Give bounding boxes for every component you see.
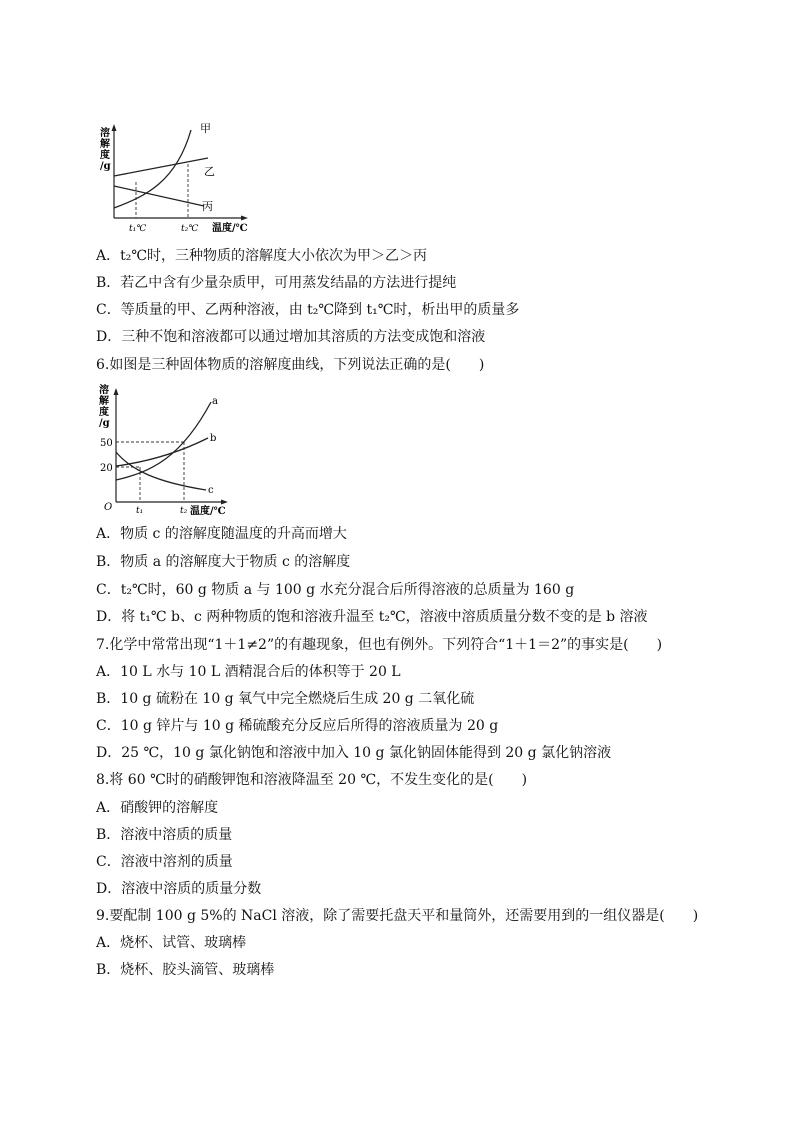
y-axis-arrow	[112, 124, 117, 131]
curve-label-yi: 乙	[204, 165, 215, 178]
y-axis-label-char: 解	[100, 139, 110, 150]
q5-option-c: C．等质量的甲、乙两种溶液，由 t₂℃降到 t₁℃时，析出甲的质量多	[96, 302, 520, 318]
tick-t1: t₁℃	[129, 224, 147, 234]
x-axis-arrow	[221, 500, 228, 505]
curve-label-a: a	[212, 396, 218, 407]
q6-option-a: A．物质 c 的溶解度随温度的升高而增大	[96, 526, 347, 542]
solubility-figure-1	[96, 118, 256, 240]
tick-t2: t₂℃	[181, 224, 199, 234]
y-axis-label-char: 解	[99, 396, 109, 407]
q6-option-c: C．t₂℃时，60 g 物质 a 与 100 g 水充分混合后所得溶液的总质量为 160 g	[96, 582, 575, 598]
x-axis-arrow	[241, 216, 248, 221]
q5-option-a: A．t₂℃时，三种物质的溶解度大小依次为甲＞乙＞丙	[96, 248, 428, 264]
q9-stem: 9.要配制 100 g 5%的 NaCl 溶液，除了需要托盘天平和量筒外，还需要用到的一组仪器是( )	[96, 908, 699, 924]
q8-option-d: D．溶液中溶质的质量分数	[96, 881, 262, 897]
q7-stem: 7.化学中常常出现“1＋1≠2”的有趣现象，但也有例外。下列符合“1＋1＝2”的事实是( )	[96, 637, 663, 653]
y-axis-label-char: 溶	[99, 385, 109, 396]
x-axis-label: 温度/℃	[190, 506, 226, 517]
q9-option-b: B．烧杯、胶头滴管、玻璃棒	[96, 962, 275, 978]
q7-option-b: B．10 g 硫粉在 10 g 氧气中完全燃烧后生成 20 g 二氧化硫	[96, 691, 475, 707]
q7-option-a: A．10 L 水与 10 L 酒精混合后的体积等于 20 L	[96, 664, 401, 680]
x-axis-label: 温度/℃	[212, 223, 248, 234]
curve-label-b: b	[210, 433, 217, 444]
q8-option-b: B．溶液中溶质的质量	[96, 827, 233, 843]
y-axis-arrow	[114, 388, 119, 395]
solubility-figure-2	[96, 380, 236, 518]
q7-option-c: C．10 g 锌片与 10 g 稀硫酸充分反应后所得的溶液质量为 20 g	[96, 718, 499, 734]
q6-option-b: B．物质 a 的溶解度大于物质 c 的溶解度	[96, 554, 351, 570]
y-axis-label-char: 度	[100, 150, 110, 161]
curve-c	[116, 452, 206, 490]
q6-stem: 6.如图是三种固体物质的溶解度曲线，下列说法正确的是( )	[96, 357, 485, 373]
q5-option-b: B．若乙中含有少量杂质甲，可用蒸发结晶的方法进行提纯	[96, 275, 457, 291]
curve-label-c: c	[208, 485, 214, 496]
curve-label-bing: 丙	[202, 200, 213, 213]
curve-a	[116, 402, 211, 480]
q9-option-a: A．烧杯、试管、玻璃棒	[96, 935, 247, 951]
q8-option-c: C．溶液中溶剂的质量	[96, 854, 233, 870]
origin-label: O	[104, 502, 113, 513]
q7-option-d: D．25 ℃，10 g 氯化钠饱和溶液中加入 10 g 氯化钠固体能得到 20 g 氯化钠溶液	[96, 745, 612, 761]
y-axis-label-char: 度	[99, 407, 109, 418]
curve-label-jia: 甲	[200, 122, 211, 135]
y-tick-50: 50	[100, 438, 113, 449]
q6-option-d: D．将 t₁℃ b、c 两种物质的饱和溶液升温至 t₂℃，溶液中溶质质量分数不变的是 b 溶液	[96, 609, 648, 625]
q8-option-a: A．硝酸钾的溶解度	[96, 800, 219, 816]
y-tick-20: 20	[100, 463, 113, 474]
q8-stem: 8.将 60 ℃时的硝酸钾饱和溶液降温至 20 ℃，不发生变化的是( )	[96, 772, 528, 788]
y-axis-label-char: /g	[100, 161, 111, 172]
q5-option-d: D．三种不饱和溶液都可以通过增加其溶质的方法变成饱和溶液	[96, 329, 486, 345]
tick-t2: t₂	[180, 506, 188, 516]
curve-yi	[114, 158, 208, 176]
y-axis-label-char: /g	[99, 418, 110, 429]
y-axis-label-char: 溶	[100, 128, 110, 139]
tick-t1: t₁	[136, 506, 144, 516]
